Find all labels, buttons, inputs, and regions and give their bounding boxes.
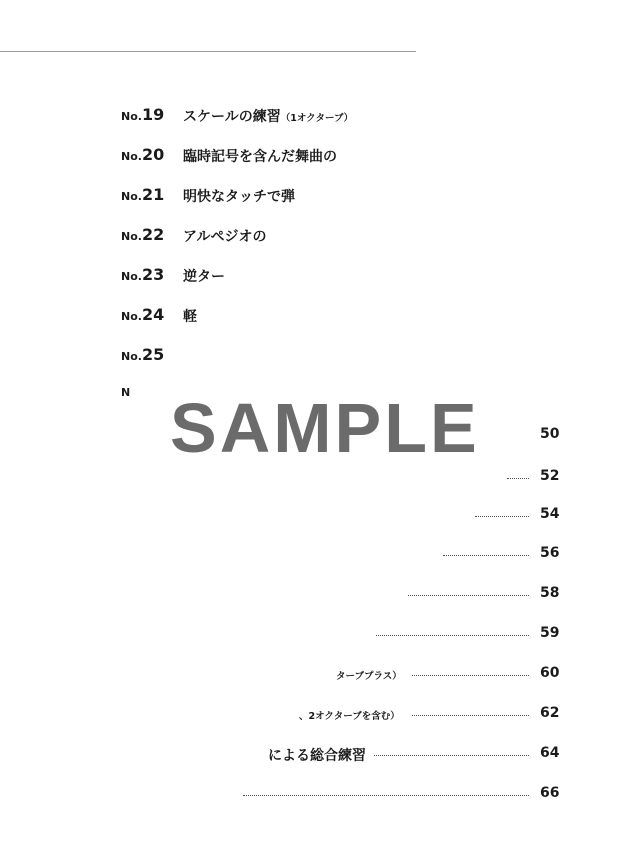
dot-leader [243, 795, 529, 796]
dot-leader [475, 516, 529, 517]
toc-entry [0, 225, 643, 249]
page-number: 56 [540, 545, 560, 561]
toc-page-row [0, 468, 643, 492]
page-number: 52 [540, 468, 560, 484]
top-rule [0, 51, 416, 52]
page-number: 59 [540, 625, 560, 641]
entry-number: No.23 [121, 265, 165, 284]
page-number: 60 [540, 665, 560, 681]
entry-title: スケールの練習（1オクターブ） [183, 109, 354, 125]
entry-title: アルペジオの [183, 229, 267, 245]
entry-number: No.19 [121, 105, 165, 124]
toc-page-row [0, 785, 643, 809]
toc-page-row [0, 665, 643, 689]
toc-page-row [0, 545, 643, 569]
toc-entry [0, 145, 643, 169]
toc-entry [0, 265, 643, 289]
dot-leader [374, 755, 529, 756]
entry-number: No.24 [121, 305, 165, 324]
dot-leader [507, 478, 529, 479]
page-number: 54 [540, 506, 560, 522]
toc-page-row [0, 585, 643, 609]
entry-number: No.20 [121, 145, 165, 164]
sample-watermark: SAMPLE [170, 389, 480, 467]
page-number: 50 [540, 426, 560, 442]
dot-leader [443, 555, 529, 556]
toc-page-row [0, 625, 643, 649]
dot-leader [412, 715, 529, 716]
toc-entry [0, 305, 643, 329]
entry-number: No.25 [121, 345, 165, 364]
toc-page-row [0, 705, 643, 729]
toc-entry [0, 345, 643, 369]
page-number: 66 [540, 785, 560, 801]
entry-title-fragment: 、2オクターブを含む） [299, 711, 400, 722]
entry-title: 臨時記号を含んだ舞曲の [183, 149, 337, 165]
entry-title: 明快なタッチで弾 [183, 189, 295, 205]
entry-title: 逆ター [183, 269, 225, 285]
page-number: 62 [540, 705, 560, 721]
entry-number: No.21 [121, 185, 165, 204]
toc-entry [0, 185, 643, 209]
entry-title-fragment: ターブプラス） [336, 671, 402, 682]
entry-number: No.22 [121, 225, 165, 244]
dot-leader [408, 595, 529, 596]
entry-title-fragment: による総合練習 [268, 748, 366, 764]
toc-page-row [0, 506, 643, 530]
toc-page-row [0, 745, 643, 769]
entry-fragment: N [121, 386, 131, 399]
page-number: 64 [540, 745, 560, 761]
page-number: 58 [540, 585, 560, 601]
toc-entry [0, 105, 643, 129]
entry-title: 軽 [183, 309, 197, 325]
dot-leader [412, 675, 529, 676]
dot-leader [376, 635, 529, 636]
